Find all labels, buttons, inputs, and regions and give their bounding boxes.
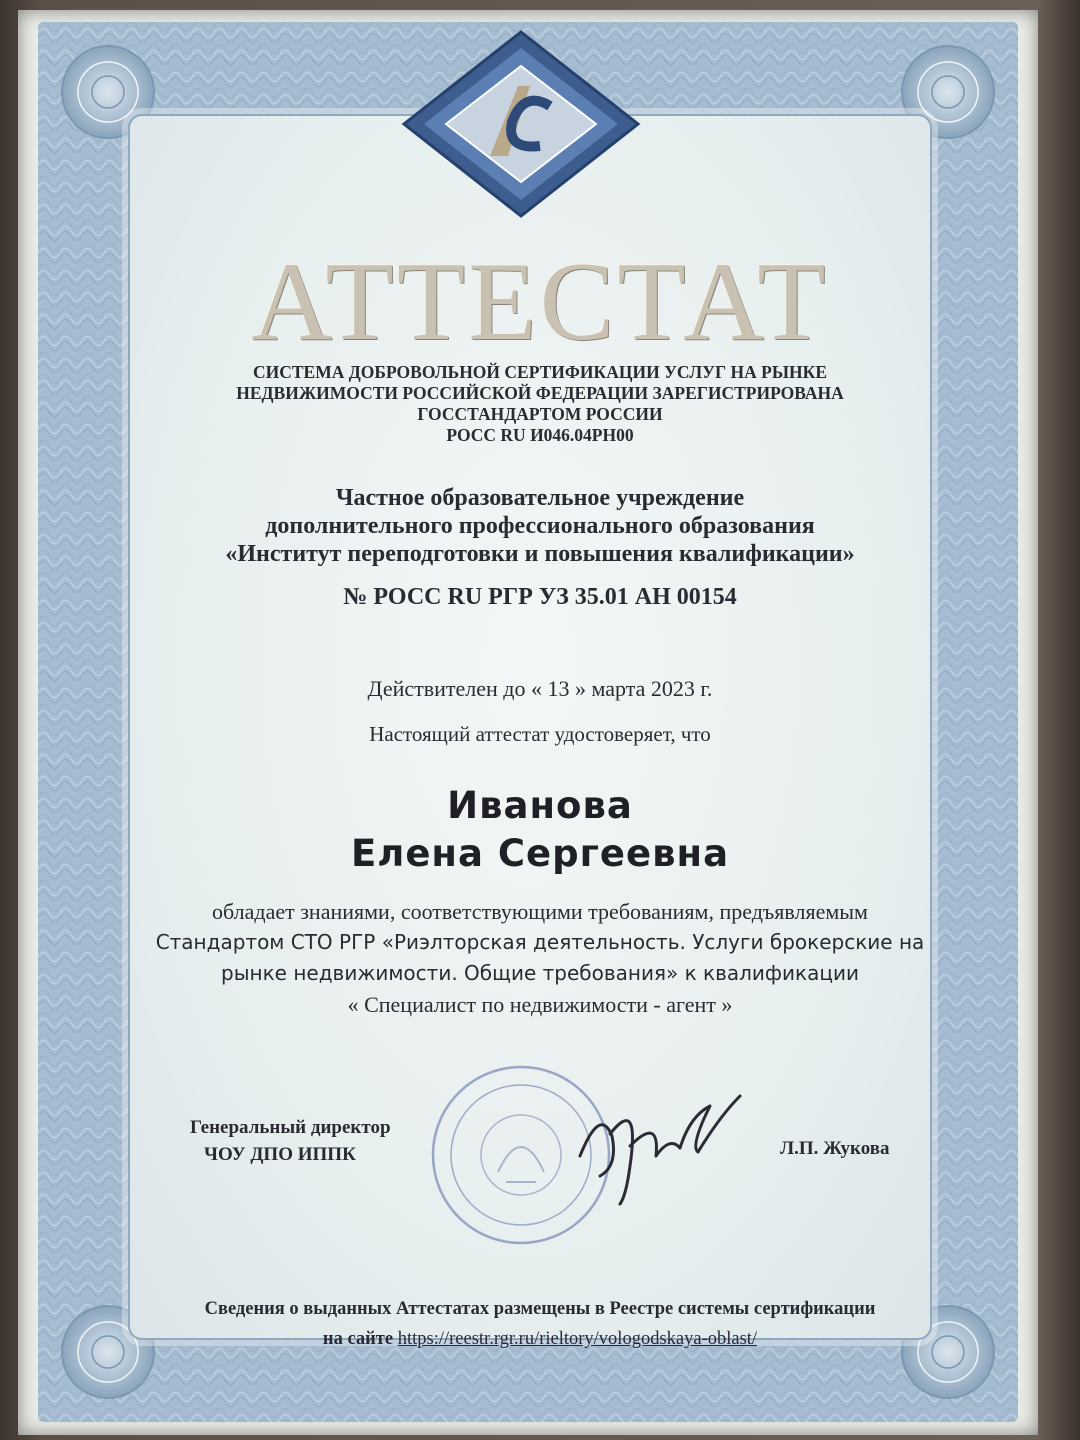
qualification-text	[0, 896, 1080, 1020]
system-registration-code: РОСС RU И046.04РН00	[446, 425, 634, 445]
registry-site-line	[0, 1324, 1080, 1354]
system-line: ГОССТАНДАРТОМ РОССИИ	[417, 404, 663, 424]
director-organization: ЧОУ ДПО ИППК	[204, 1144, 356, 1165]
qualification-name: « Специалист по недвижимости - агент »	[347, 992, 733, 1017]
institution-line: дополнительного профессионального образования	[265, 513, 815, 539]
body-line: Стандартом СТО РГР «Риэлторская деятельность. Услуги брокерские на	[155, 930, 925, 954]
handwritten-signature-icon	[560, 1076, 750, 1206]
registry-site-prefix: на сайте	[322, 1329, 394, 1349]
director-title: Генеральный директор	[190, 1117, 391, 1138]
holder-given-names: Елена Сергеевна	[350, 832, 730, 875]
registry-note	[0, 1294, 1080, 1354]
certification-system-block	[0, 362, 1080, 446]
document-title: АТТЕСТАТ	[251, 240, 829, 364]
valid-until: Действителен до « 13 » марта 2023 г.	[367, 676, 713, 701]
institution-line: «Институт переподготовки и повышения квалификации»	[225, 541, 855, 567]
director-block	[190, 1114, 391, 1168]
registry-note-line: Сведения о выданных Аттестатах размещены в Реестре системы сертификации	[204, 1299, 876, 1319]
body-line: рынке недвижимости. Общие требования» к квалификации	[221, 961, 859, 985]
institution-line: Частное образовательное учреждение	[335, 485, 745, 511]
holder-surname: Иванова	[447, 784, 633, 827]
certificate-number: № РОСС RU РГР УЗ 35.01 АН 00154	[343, 584, 737, 610]
registry-link[interactable]: https://reestr.rgr.ru/rieltory/vologodskaya-oblast/	[397, 1329, 758, 1349]
system-line: НЕДВИЖИМОСТИ РОССИЙСКОЙ ФЕДЕРАЦИИ ЗАРЕГИСТРИРОВАНА	[236, 383, 844, 403]
holder-name	[0, 782, 1080, 878]
system-line: СИСТЕМА ДОБРОВОЛЬНОЙ СЕРТИФИКАЦИИ УСЛУГ НА РЫНКЕ	[252, 362, 827, 382]
certifies-statement: Настоящий аттестат удостоверяет, что	[369, 722, 711, 746]
institution-block	[0, 484, 1080, 568]
rs-diamond-logo-icon	[400, 28, 642, 220]
director-name: Л.П. Жукова	[780, 1138, 890, 1159]
body-line: обладает знаниями, соответствующими требованиям, предъявляемым	[212, 899, 868, 924]
